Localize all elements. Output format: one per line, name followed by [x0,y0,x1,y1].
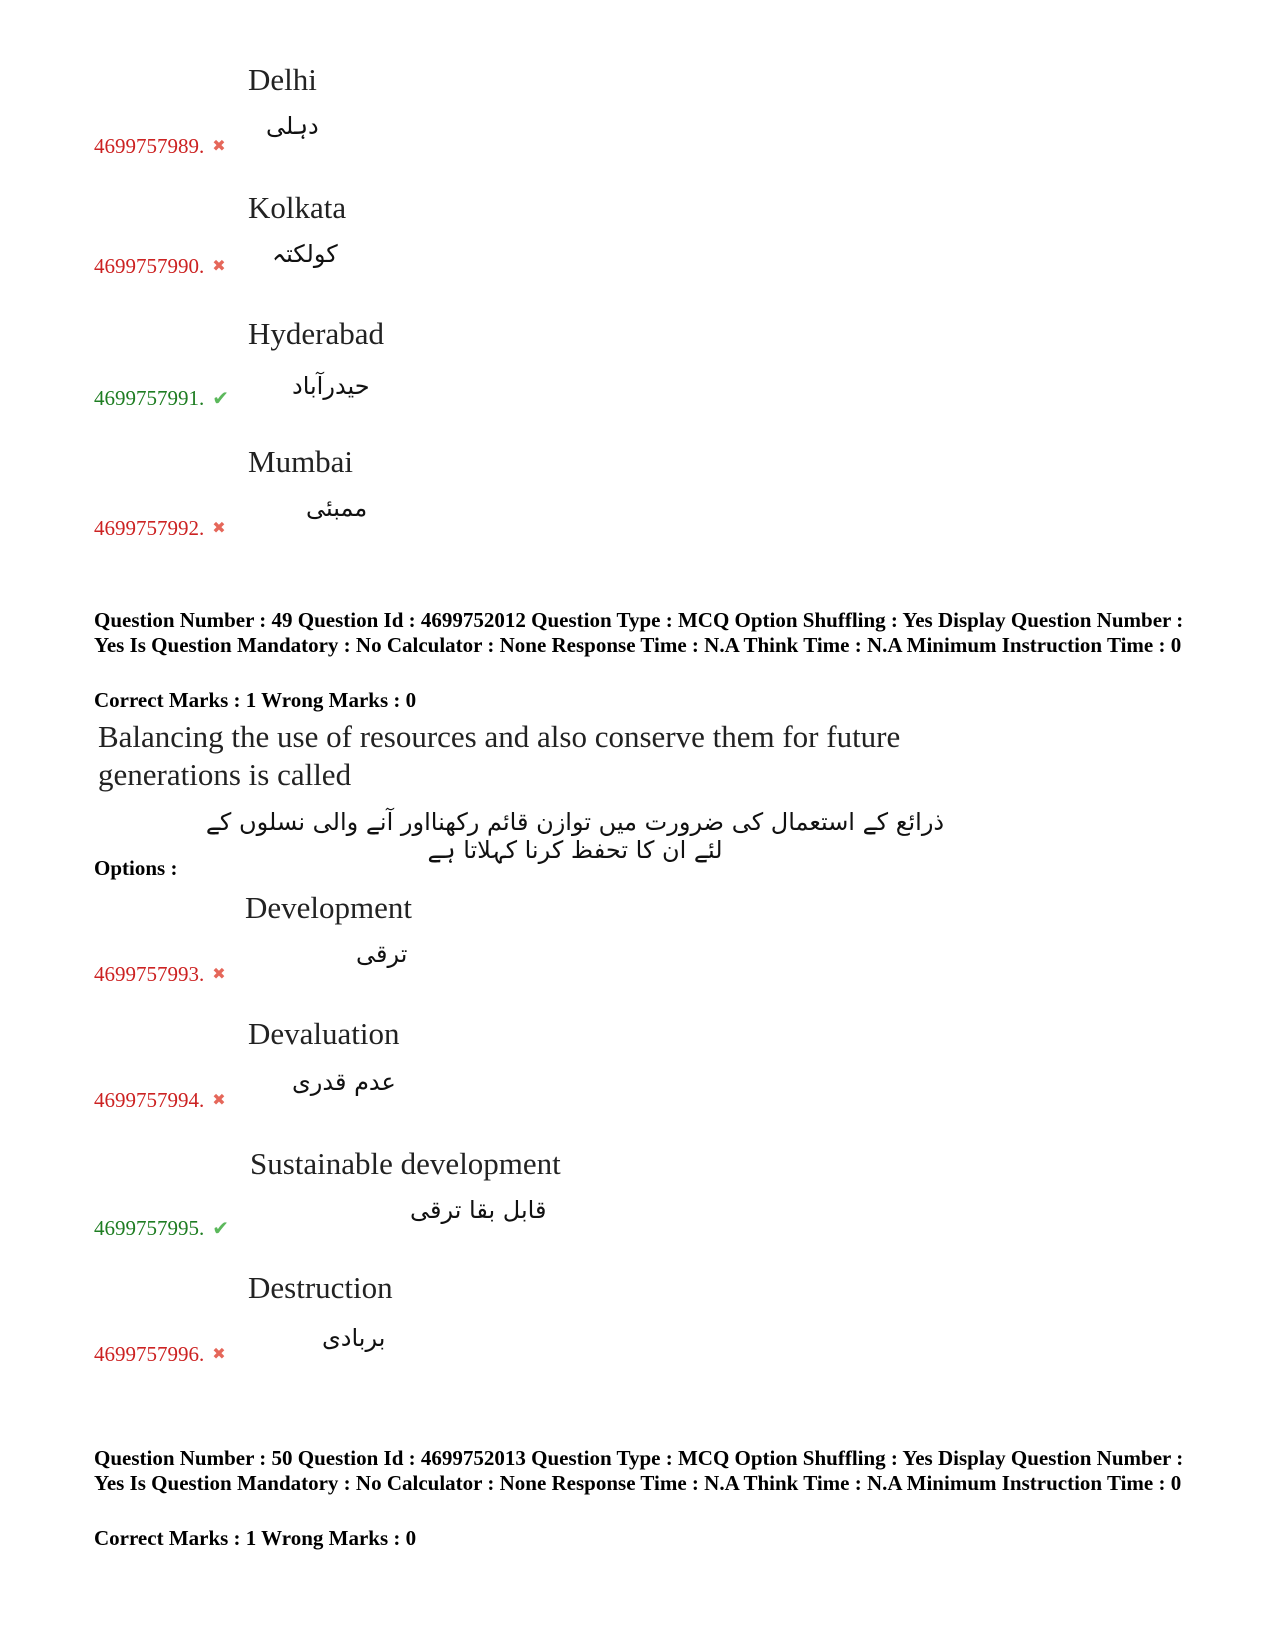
option-text-ur: حیدرآباد [292,372,370,400]
wrong-icon: ✖ [212,966,226,983]
wrong-icon: ✖ [212,1346,226,1363]
option-text-ur: ترقی [356,940,408,968]
question-text-ur: ذرائع کے استعمال کی ضرورت میں توازن قائم رکھنااور آنے والی نسلوں کے لئے ان کا تحفظ کرنا کہلاتا ہے [205,808,945,864]
option-text-en: Mumbai [248,444,354,479]
options-label: Options : [94,856,178,880]
question-text-en: Balancing the use of resources and also conserve them for future generations is called [98,719,901,792]
option-id: 4699757995. ✔ [94,1216,230,1240]
option-text-ur: قابل بقا ترقی [410,1196,547,1224]
option-text-ur: کولکتہ [272,240,338,268]
option-text-en: Development [245,890,413,925]
question-meta: Question Number : 50 Question Id : 4699752013 Question Type : MCQ Option Shuffling : Yes Display Question Number : Yes Is Question Mandatory : No Calculator : None Response Time : N.A Think Time : N.A Minimum Instruction Time : 0 [94,1446,1184,1495]
option-id: 4699757996. ✖ [94,1342,226,1366]
option-id: 4699757991. ✔ [94,386,230,410]
wrong-icon: ✖ [212,520,226,537]
option-id: 4699757994. ✖ [94,1088,226,1112]
option-id: 4699757990. ✖ [94,254,226,278]
wrong-icon: ✖ [212,1092,226,1109]
option-text-ur: عدم قدری [292,1068,396,1096]
option-id: 4699757989. ✖ [94,134,226,158]
option-id: 4699757993. ✖ [94,962,226,986]
option-text-en: Destruction [248,1270,393,1305]
option-text-en: Devaluation [248,1016,400,1051]
option-text-en: Sustainable development [250,1146,561,1181]
option-text-en: Kolkata [248,190,347,225]
option-text-ur: ممبئی [306,494,368,522]
option-id: 4699757992. ✖ [94,516,226,540]
option-text-en: Delhi [248,62,317,97]
option-text-ur: بربادی [322,1324,386,1352]
wrong-icon: ✖ [212,258,226,275]
option-text-en: Hyderabad [248,316,384,351]
question-meta: Question Number : 49 Question Id : 4699752012 Question Type : MCQ Option Shuffling : Yes Display Question Number : Yes Is Question Mandatory : No Calculator : None Response Time : N.A Think Time : N.A Minimum Instruction Time : 0 [94,608,1184,657]
question-marks: Correct Marks : 1 Wrong Marks : 0 [94,1526,417,1550]
option-text-ur: دہلی [266,112,319,140]
wrong-icon: ✖ [212,138,226,155]
check-icon: ✔ [212,388,230,410]
check-icon: ✔ [212,1218,230,1240]
question-marks: Correct Marks : 1 Wrong Marks : 0 [94,688,417,712]
